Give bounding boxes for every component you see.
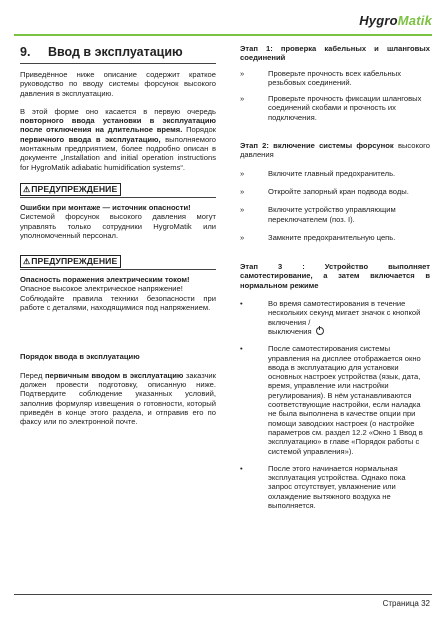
warning-rule-1: [20, 197, 216, 198]
procedure-title: Порядок ввода в эксплуатацию: [20, 352, 140, 362]
hygromatik-logo: [359, 13, 432, 28]
warning-triangle-icon: ⚠: [23, 184, 31, 194]
stage3-item-3: • После этого начинается нормальная эксплуатация устройства. Однако пока запрос отсутствует, увлажнение или охлаждение вытяжного воздуха не выполняется.: [240, 463, 406, 510]
stage2-item-2: » Откройте запорный кран подвода воды.: [240, 186, 409, 196]
stage3-item-1: • Во время самотестирования в течение нескольких секунд мигает значок с кнопкой включения / выключения: [240, 299, 421, 336]
stage2-item-4: » Замкните предохранительную цепь.: [240, 232, 396, 242]
repeat-start-paragraph: В этой форме оно касается в первую очередь повторного ввода установки в эксплуатацию после отключения на длительное время. Порядок первичного ввода в эксплуатацию, выполняемого монтажным предприятием, более подробно описан в документе „Installation and initial operation instructions for HygroMatik adiabatic humidification systems“.: [20, 106, 216, 172]
stage3-item-2: • После самотестирования системы управления на дисплее отображается окно ввода в эксплуатацию для установки основных настроек устройства (язык, дата, время, управление или настройки регулирования). В нём устанавливаются соответствующие настройки, если наладка не была выполнена в качестве опции при помощи заводских настроек (о настройке параметров см. раздел 12.2 «Окно 1 Ввод в эксплуатацию» в главе «Порядок работы с системой управления»).: [240, 344, 423, 456]
warning-text-2a: Опасное высокое электрическое напряжение!: [20, 284, 183, 294]
stage1-item-1: » Проверьте прочность всех кабельных резьбовых соединений.: [240, 68, 401, 87]
stage2-title: Этап 2: включение системы форсунок высокого давления: [240, 141, 430, 160]
stage1-item-2: » Проверьте прочность фиксации шланговых соединений скобами и прочность их подключения.: [240, 94, 422, 122]
right-column: [240, 40, 430, 510]
warning-label-1: ⚠ПРЕДУПРЕЖДЕНИЕ: [20, 183, 121, 196]
logo-part2: Matik: [397, 13, 432, 28]
warning-triangle-icon: ⚠: [23, 257, 31, 267]
warning-block-1: [20, 183, 216, 240]
procedure-block: [20, 352, 216, 426]
section-title: Ввод в эксплуатацию: [48, 45, 183, 59]
power-button-icon: [316, 327, 324, 335]
warning-text-2b: Соблюдайте правила техники безопасности при работе с деталями, находящимися под напряжением.: [20, 293, 216, 313]
warning-title-1: Ошибки при монтаже — источник опасности!: [20, 202, 191, 212]
page-number: Страница 32: [382, 599, 430, 608]
section-heading: [20, 45, 216, 60]
warning-rule-2: [20, 269, 216, 270]
warning-label-2: ⚠ПРЕДУПРЕЖДЕНИЕ: [20, 255, 121, 268]
left-column: [20, 40, 216, 426]
stage2-item-3: » Включите устройство управляющим переключателем (поз. I).: [240, 205, 396, 224]
heading-rule: [20, 63, 216, 64]
warning-title-2: Опасность поражения электрическим током!: [20, 275, 190, 285]
footer-rule: [14, 594, 432, 595]
header-rule: [14, 34, 432, 36]
logo-part1: Hygro: [359, 13, 398, 28]
stage1-title: Этап 1: проверка кабельных и шланговых соединений: [240, 44, 430, 63]
stage3-title: Этап 3 : Устройство выполняет самотестирование, а затем включается в нормальном режиме: [240, 262, 430, 290]
section-number: 9.: [20, 45, 31, 59]
intro-paragraph: Приведённое ниже описание содержит краткое руководство по вводу системы форсунок высокого давления в эксплуатацию.: [20, 70, 216, 98]
warning-block-2: [20, 255, 216, 312]
procedure-text: Перед первичным вводом в эксплуатацию заказчик должен провести подготовку, описанную ниже. Подтвердите соблюдение указанных условий, заполнив формуляр извещения о готовности, который приведён в конце этого раздела, и отправив его по факсу или по электронной почте.: [20, 370, 216, 427]
stage2-item-1: » Включите главный предохранитель.: [240, 168, 396, 178]
warning-text-1: Системой форсунок высокого давления могут управлять только сотрудники HygroMatik или уполномоченный персонал.: [20, 212, 216, 240]
